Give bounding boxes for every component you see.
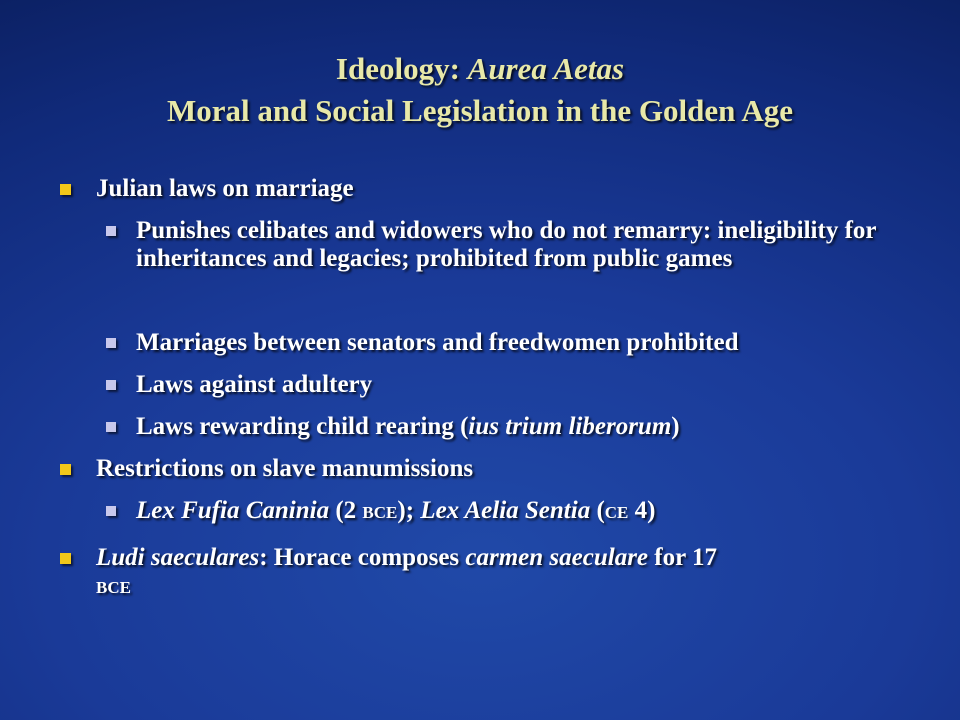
square-bullet-icon [60, 464, 71, 475]
square-bullet-icon [106, 226, 116, 236]
bullet-lex-laws [136, 497, 916, 527]
text-part: ) [671, 413, 680, 440]
square-bullet-icon [60, 553, 71, 564]
text-part: for 17 [648, 544, 718, 571]
square-bullet-icon [106, 338, 116, 348]
bullet-text: Marriages between senators and freedwomen prohibited [136, 329, 739, 356]
bullet-text: Laws against adultery [136, 371, 373, 398]
bullet-punishes-celibates [136, 217, 916, 273]
square-bullet-icon [106, 422, 116, 432]
bullet-text: Julian laws on marriage [96, 175, 354, 202]
era-abbrev: BCE [362, 503, 398, 522]
square-bullet-icon [106, 380, 116, 390]
text-part: ); [397, 497, 421, 524]
italic-term: Ludi saeculares [96, 544, 260, 571]
text-part: ( [590, 497, 605, 524]
era-abbrev: BCE [96, 578, 131, 597]
italic-term: carmen saeculare [465, 544, 649, 571]
text-part: : Horace composes [259, 544, 466, 571]
italic-term: Lex Aelia Sentia [420, 497, 591, 524]
square-bullet-icon [106, 506, 116, 516]
era-abbrev: CE [604, 503, 629, 522]
title-italic: Aurea Aetas [467, 51, 625, 86]
square-bullet-icon [60, 184, 71, 195]
title-prefix: Ideology: [335, 51, 468, 86]
text-part: 4) [628, 497, 656, 524]
title-line-2: Moral and Social Legislation in the Golden Age [166, 93, 794, 128]
bullet-ludi-saeculares [96, 544, 906, 602]
italic-term: ius trium liberorum [468, 413, 672, 440]
bullet-manumission-restrictions [96, 455, 906, 483]
text-part: (2 [329, 497, 363, 524]
bullet-text: Punishes celibates and widowers who do not remarry: ineligibility for inheritances and legacies; prohibited from public games [136, 217, 877, 272]
bullet-marriages-prohibited [136, 329, 916, 357]
bullet-julian-laws [96, 175, 906, 203]
text-part: Laws rewarding child rearing ( [136, 413, 469, 440]
italic-term: Lex Fufia Caninia [136, 497, 330, 524]
bullet-text: Restrictions on slave manumissions [96, 455, 474, 482]
bullet-child-rearing [136, 413, 916, 441]
bullet-adultery-laws [136, 371, 916, 399]
